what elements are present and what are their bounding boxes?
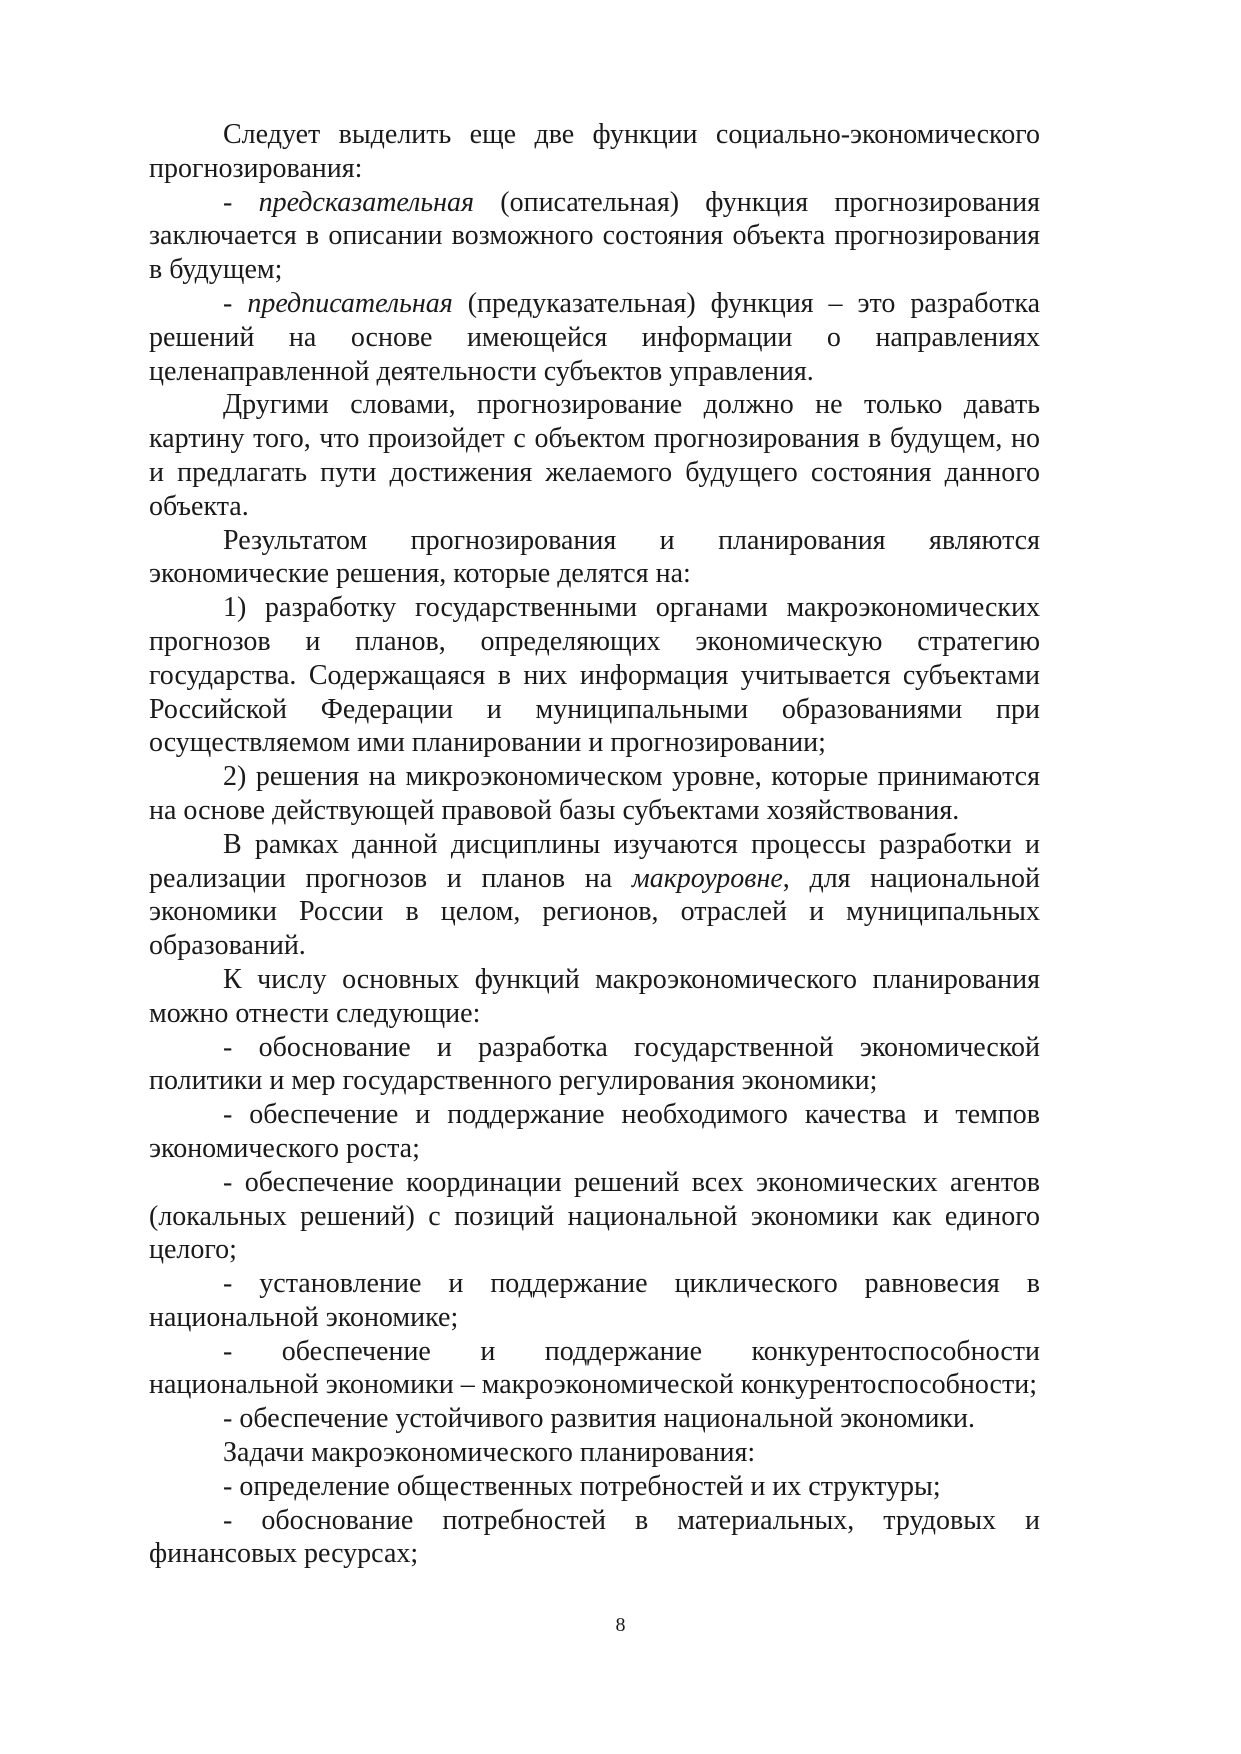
list-item: - обоснование потребностей в материальных, трудовых и финансовых ресурсах;	[149, 1504, 1040, 1570]
term-macro-level: макроуровне	[631, 862, 783, 894]
list-item: - обеспечение и поддержание конкурентоспособности национальной экономики – макроэкономической конкурентоспособности;	[149, 1335, 1040, 1401]
paragraph-results: Результатом прогнозирования и планирования являются экономические решения, которые делятся на:	[149, 524, 1040, 590]
list-item-prescriptive	[149, 287, 1040, 388]
list-item-1: 1) разработку государственными органами макроэкономических прогнозов и планов, определяющих экономическую стратегию государства. Содержащаяся в них информация учитывается субъектами Российской Федерации и муниципальными образованиями при осуществляемом ими планировании и прогнозировании;	[149, 592, 1040, 759]
paragraph-intro: Следует выделить еще две функции социально-экономического прогнозирования:	[149, 119, 1040, 184]
document-body	[149, 118, 1040, 1571]
paragraph-tasks-intro: Задачи макроэкономического планирования:	[223, 1437, 756, 1469]
list-item: - определение общественных потребностей и их структуры;	[223, 1470, 941, 1502]
list-item-2: 2) решения на микроэкономическом уровне, которые принимаются на основе действующей правовой базы субъектами хозяйствования.	[149, 761, 1040, 826]
paragraph-functions-intro: К числу основных функций макроэкономического планирования можно отнести следующие:	[149, 963, 1040, 1029]
list-item: - обеспечение и поддержание необходимого качества и темпов экономического роста;	[149, 1099, 1040, 1164]
item-text: (предуказательная) функция – это разработка решений на основе имеющейся информации о направлениях целенаправленной деятельности субъектов управления.	[149, 287, 1040, 387]
page-number: 8	[615, 1614, 626, 1636]
term-prescriptive: предписательная	[247, 287, 453, 319]
list-item: - обоснование и разработка государственной экономической политики и мер государственного регулирования экономики;	[149, 1031, 1040, 1097]
term-predictive: предсказательная	[258, 186, 475, 218]
list-item: - обеспечение координации решений всех экономических агентов (локальных решений) с позиций национальной экономики как единого целого;	[149, 1166, 1040, 1266]
item-dash: -	[223, 287, 248, 319]
paragraph-in-other-words: Другими словами, прогнозирование должно не только давать картину того, что произойдет с объектом прогнозирования в будущем, но и предлагать пути достижения желаемого будущего состояния данного объекта.	[149, 389, 1040, 522]
paragraph-discipline	[149, 828, 1040, 963]
text-before: В рамках данной дисциплины изучаются процессы разработки и реализации прогнозов и планов на	[149, 828, 1040, 894]
list-item: - обеспечение устойчивого развития национальной экономики.	[223, 1403, 976, 1435]
list-item-predictive	[149, 186, 1040, 287]
item-dash: -	[223, 186, 259, 218]
item-text: (описательная) функция прогнозирования заключается в описании возможного состояния объекта прогнозирования в будущем;	[149, 186, 1041, 286]
list-item: - установление и поддержание циклического равновесия в национальной экономике;	[149, 1268, 1040, 1333]
text-after: , для национальной экономики России в целом, регионов, отраслей и муниципальных образований.	[149, 862, 1040, 962]
